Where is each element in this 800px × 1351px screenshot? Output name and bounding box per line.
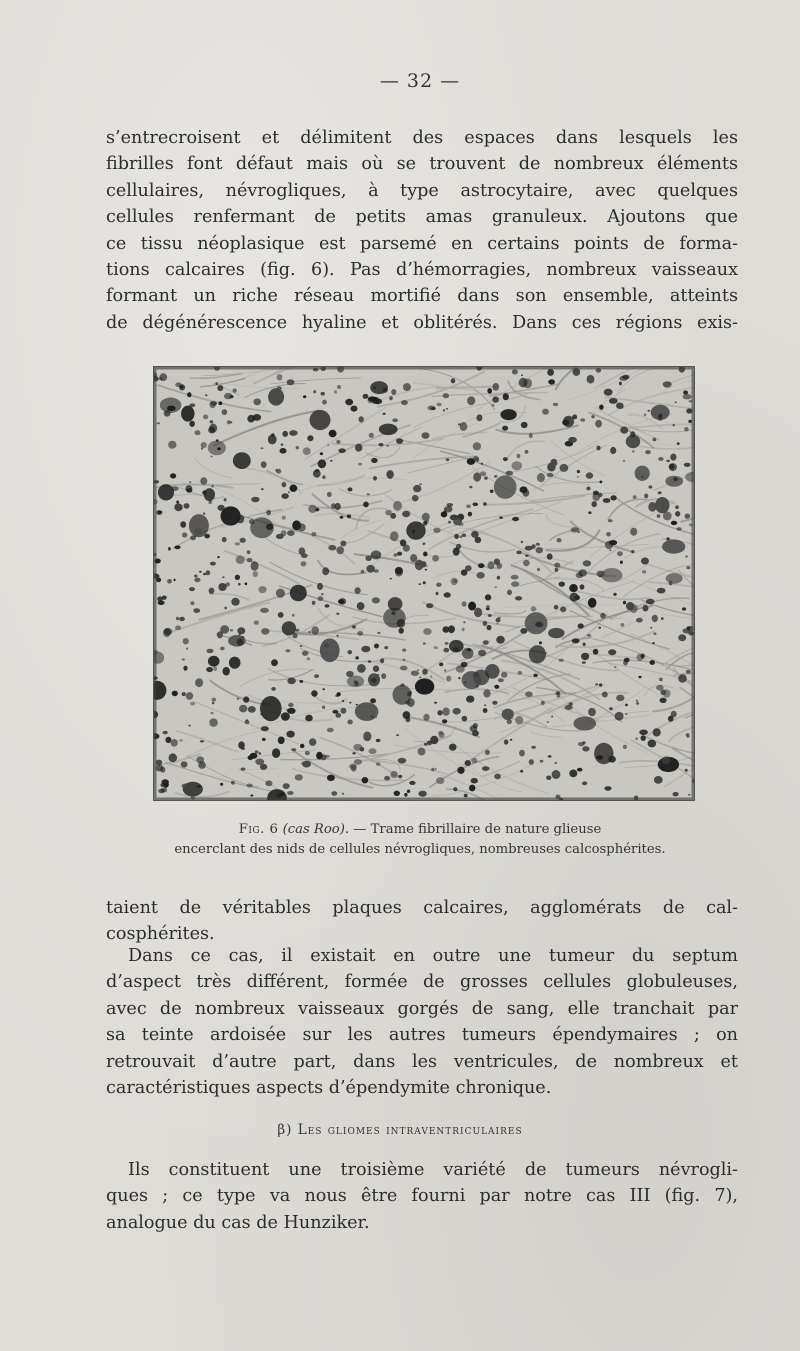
paragraph-2 [106,895,738,948]
figure-label: Fig. 6 [238,822,279,837]
text-line: caractéristiques aspects d’épendymite chronique. [106,1078,552,1099]
section-heading [0,1122,800,1138]
text-line: ques ; ce type va nous être fourni par notre cas III (fig. 7), [106,1186,738,1207]
text-line: d’aspect très différent, formée de grosses cellules globuleuses, [106,972,738,993]
text-line: Dans ce cas, il existait en outre une tumeur du septum [128,946,738,966]
section-title: Les gliomes intraventriculaires [297,1122,523,1138]
micrograph-figure [153,366,695,801]
text-line: analogue du cas de Hunziker. [106,1212,370,1233]
text-line: avec de nombreux vaisseaux gorgés de sang, elle tranchait par [106,998,738,1019]
page-number: — 32 — [379,70,461,92]
text-line: taient de véritables plaques calcaires, agglomérats de cal- [106,898,738,918]
text-line: s’entrecroisent et délimitent des espaces dans lesquels les [106,128,738,148]
micrograph-image [154,367,694,800]
text-line: Ils constituent une troisième variété de tumeurs névrogli- [128,1160,738,1180]
text-line: tions calcaires (fig. 6). Pas d’hémorragies, nombreux vaisseaux [106,260,738,281]
text-line: retrouvait d’autre part, dans les ventricules, de nombreux et [106,1051,738,1072]
text-line: fibrilles font défaut mais où se trouvent de nombreux éléments [106,154,738,175]
figure-caption [100,820,740,860]
caption-line-1: — Trame fibrillaire de nature glieuse [349,822,602,837]
paragraph-1 [106,125,738,336]
figure-case: (cas Roo). [282,822,350,837]
text-line: sa teinte ardoisée sur les autres tumeurs épendymaires ; on [106,1025,738,1046]
text-line: cosphérites. [106,924,215,945]
text-line: de dégénérescence hyaline et oblitérés. Dans ces régions exis- [106,312,738,333]
text-line: cellules renfermant de petits amas granuleux. Ajoutons que [106,207,738,228]
section-marker: β) [277,1122,293,1138]
paragraph-5 [106,1157,738,1236]
caption-line-2: encerclant des nids de cellules névrogliques, nombreuses calcosphérites. [174,842,666,857]
text-line: ce tissu néoplasique est parsemé en certains points de forma- [106,233,738,254]
paragraph-3 [106,943,738,1101]
text-line: cellulaires, névrogliques, à type astrocytaire, avec quelques [106,180,738,201]
text-line: formant un riche réseau mortifié dans son ensemble, atteints [106,286,738,307]
